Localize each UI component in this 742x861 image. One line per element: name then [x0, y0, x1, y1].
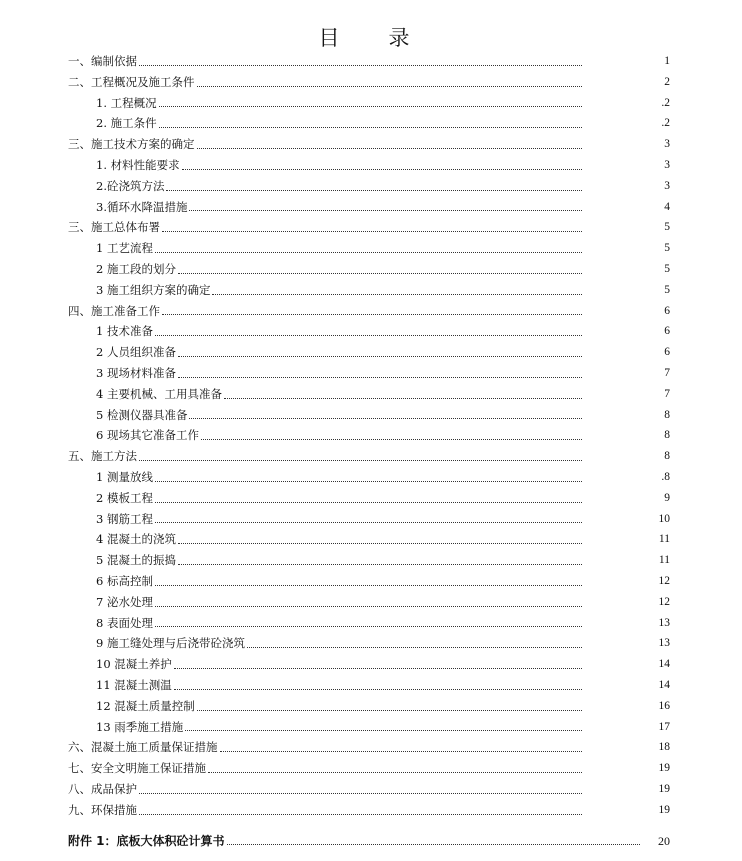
toc-page-number: 14: [658, 679, 670, 691]
toc-page-number: 8: [664, 429, 670, 442]
toc-page-number: 6: [664, 304, 670, 317]
toc-dot-leader: [155, 501, 582, 503]
toc-entry-label: 8 表面处理: [96, 615, 153, 630]
toc-entry[interactable]: [0, 696, 742, 717]
toc-page-number: 14: [658, 658, 670, 671]
toc-entry-label: 一、编制依据: [68, 54, 137, 68]
toc-dot-leader: [155, 625, 582, 627]
toc-entry[interactable]: [0, 113, 742, 134]
toc-entry[interactable]: [0, 758, 742, 779]
toc-dot-leader: [159, 126, 582, 128]
toc-entry-label: 9 施工缝处理与后浇带砼浇筑: [96, 636, 245, 651]
toc-entry[interactable]: [0, 800, 742, 821]
toc-page-number: 7: [664, 367, 670, 379]
toc-page-number: 19: [658, 762, 670, 775]
toc-dot-leader: [189, 209, 582, 211]
toc-entry-label: 12 混凝土质量控制: [96, 698, 195, 713]
toc-entry-label: 1. 材料性能要求: [96, 158, 180, 172]
toc-entry[interactable]: [0, 280, 742, 301]
toc-entry-label: 6 现场其它准备工作: [96, 428, 199, 443]
toc-page-number: 1: [664, 55, 670, 67]
toc-entry[interactable]: [0, 509, 742, 530]
toc-page-number: 3: [664, 179, 670, 192]
toc-entry-label: 六、混凝土施工质量保证措施: [68, 740, 218, 755]
toc-page-number: 7: [664, 387, 670, 400]
toc-entry[interactable]: [0, 654, 742, 675]
toc-entry[interactable]: [0, 259, 742, 280]
toc-dot-leader: [247, 646, 582, 648]
toc-page-number: 19: [658, 803, 670, 816]
toc-entry[interactable]: [0, 301, 742, 322]
toc-entry-label: 1 工艺流程: [96, 241, 153, 256]
toc-entry-label: 三、施工技术方案的确定: [68, 137, 195, 152]
toc-dot-leader: [159, 105, 582, 107]
toc-entry-label: 七、安全文明施工保证措施: [68, 761, 206, 776]
toc-page-number: 5: [664, 283, 670, 296]
toc-entry[interactable]: [0, 446, 742, 467]
toc-entry[interactable]: [0, 488, 742, 509]
toc-entry[interactable]: [0, 613, 742, 634]
toc-dot-leader: [189, 417, 582, 419]
toc-dot-leader: [178, 355, 582, 357]
toc-dot-leader: [139, 792, 582, 794]
toc-entry-label: 五、施工方法: [68, 449, 137, 464]
toc-entry[interactable]: [0, 238, 742, 259]
toc-page-number: 6: [664, 346, 670, 359]
toc-entry-label: 三、施工总体布署: [68, 220, 160, 235]
toc-dot-leader: [197, 709, 582, 711]
toc-dot-leader: [155, 605, 582, 607]
toc-entry[interactable]: [0, 72, 742, 93]
toc-page-number: 10: [658, 512, 670, 525]
toc-page-number: 17: [658, 720, 670, 733]
toc-entry-label: 1. 工程概况: [96, 95, 157, 110]
toc-dot-leader: [178, 542, 582, 544]
toc-dot-leader: [185, 729, 582, 731]
toc-entry[interactable]: [0, 779, 742, 800]
toc-dot-leader: [182, 168, 582, 170]
toc-entry-label: 八、成品保护: [68, 782, 137, 796]
toc-dot-leader: [197, 147, 583, 149]
toc-entry-label: 10 混凝土养护: [96, 657, 172, 672]
toc-entry-label: 2.砼浇筑方法: [96, 178, 165, 193]
toc-entry[interactable]: [0, 550, 742, 571]
toc-entry[interactable]: [0, 675, 742, 696]
toc-dot-leader: [155, 480, 582, 482]
toc-entry[interactable]: [0, 176, 742, 197]
toc-entry[interactable]: [0, 363, 742, 384]
toc-dot-leader: [139, 459, 582, 461]
toc-page-number: 13: [658, 637, 670, 650]
toc-entry-label: 3.循环水降温措施: [96, 199, 188, 214]
toc-entry[interactable]: [0, 633, 742, 654]
toc-entry-label: 3 现场材料准备: [96, 366, 176, 380]
toc-entry-label: 2 施工段的划分: [96, 262, 176, 276]
toc-entry[interactable]: [0, 134, 742, 155]
toc-dot-leader: [155, 521, 582, 523]
toc-entry-label: 2 人员组织准备: [96, 345, 176, 360]
toc-dot-leader: [155, 584, 582, 586]
toc-page-number: 4: [664, 200, 670, 213]
toc-page-number: 2: [664, 75, 670, 88]
toc-dot-leader: [197, 85, 583, 87]
toc-dot-leader: [178, 563, 582, 565]
toc-dot-leader: [178, 272, 582, 274]
toc-page-number: 19: [658, 783, 670, 795]
toc-dot-leader: [166, 189, 582, 191]
toc-page-number: 11: [658, 554, 670, 567]
toc-entry[interactable]: [0, 342, 742, 363]
toc-entry-label: 13 雨季施工措施: [96, 719, 184, 734]
toc-dot-leader: [220, 750, 583, 752]
toc-page-number: 18: [658, 741, 670, 754]
toc-entry-label: 11 混凝土测温: [96, 678, 172, 692]
toc-page-number: .2: [661, 96, 670, 109]
toc-page-number: 6: [664, 325, 670, 338]
toc-entry-label: 1 技术准备: [96, 324, 153, 339]
toc-page-number: 13: [658, 616, 670, 629]
toc-entry[interactable]: [0, 155, 742, 176]
toc-dot-leader: [178, 376, 582, 378]
toc-entry-label: 3 施工组织方案的确定: [96, 282, 211, 297]
toc-entry-label: 4 混凝土的浇筑: [96, 532, 176, 547]
page-title: 目 录: [318, 26, 424, 50]
toc-entry-label: 附件 1：底板大体积砼计算书: [68, 833, 225, 848]
toc-page-number: 8: [664, 408, 670, 421]
toc-dot-leader: [224, 397, 582, 399]
toc-entry[interactable]: [0, 197, 742, 218]
toc-dot-leader: [174, 667, 582, 669]
toc-entry[interactable]: [0, 529, 742, 550]
toc-entry[interactable]: [0, 384, 742, 405]
toc-entry[interactable]: [0, 93, 742, 114]
toc-page-number: 8: [664, 450, 670, 463]
toc-entry[interactable]: [0, 425, 742, 446]
toc-dot-leader: [162, 230, 582, 232]
toc-dot-leader: [139, 64, 582, 66]
toc-page-number: 12: [658, 595, 670, 608]
toc-entry-label: 5 混凝土的振捣: [96, 553, 176, 568]
toc-entry-label: 九、环保措施: [68, 802, 137, 817]
toc-entry-appendix[interactable]: [0, 831, 742, 852]
toc-entry-label: 3 钢筋工程: [96, 511, 153, 526]
toc-entry-label: 四、施工准备工作: [68, 303, 160, 318]
toc-entry[interactable]: [0, 717, 742, 738]
toc-dot-leader: [155, 334, 582, 336]
toc-page-number: 5: [664, 221, 670, 234]
toc-entry-label: 6 标高控制: [96, 574, 153, 588]
toc-page-number: 16: [658, 699, 670, 712]
toc-dot-leader: [208, 771, 582, 773]
toc-entry-label: 4 主要机械、工用具准备: [96, 386, 222, 401]
toc-entry[interactable]: [0, 467, 742, 488]
toc-page-number: 3: [664, 138, 670, 151]
toc-entry[interactable]: [0, 405, 742, 426]
toc-page-number: 12: [658, 575, 670, 587]
toc-entry[interactable]: [0, 737, 742, 758]
toc-page-number: 11: [658, 533, 670, 546]
toc-dot-leader: [174, 688, 582, 690]
toc-dot-leader: [139, 813, 582, 815]
toc-entry[interactable]: [0, 321, 742, 342]
toc-entry[interactable]: [0, 571, 742, 592]
toc-entry-label: 2 模板工程: [96, 490, 153, 505]
toc-entry-label: 1 测量放线: [96, 470, 153, 484]
toc-dot-leader: [162, 313, 582, 315]
toc-dot-leader: [155, 251, 582, 253]
toc-entry-label: 5 检测仪器具准备: [96, 407, 188, 422]
toc-entry[interactable]: [0, 51, 742, 72]
toc-dot-leader: [227, 843, 640, 845]
toc-entry-label: 2. 施工条件: [96, 116, 157, 131]
toc-page-number: 9: [664, 491, 670, 504]
toc-page-number: .2: [661, 117, 670, 130]
toc-entry[interactable]: [0, 217, 742, 238]
toc-page-number: .8: [661, 471, 670, 483]
toc-entry-label: 7 泌水处理: [96, 594, 153, 609]
toc-dot-leader: [212, 293, 582, 295]
toc-page-number: 5: [664, 263, 670, 275]
toc-page-number: 3: [664, 159, 670, 171]
toc-entry[interactable]: [0, 592, 742, 613]
toc-page-number: 5: [664, 242, 670, 255]
toc-page-number: 20: [658, 833, 670, 848]
toc-entry-label: 二、工程概况及施工条件: [68, 74, 195, 89]
toc-dot-leader: [201, 438, 582, 440]
